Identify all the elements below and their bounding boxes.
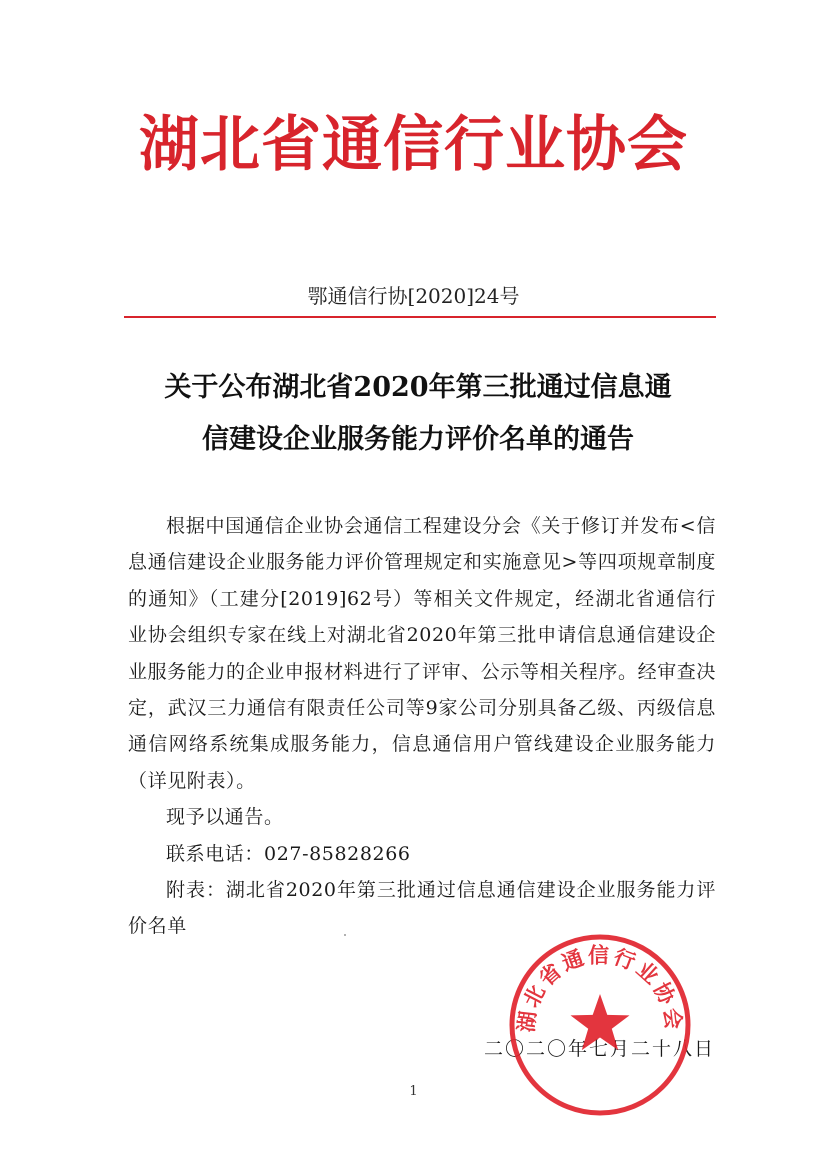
title-line-1: 关于公布湖北省2020年第三批通过信息通 — [164, 372, 672, 403]
page-number: 1 — [409, 1084, 418, 1099]
document-number: 鄂通信行协[2020]24号 — [307, 284, 520, 308]
issue-date: 二〇二〇年七月二十八日 — [484, 1038, 716, 1060]
document-body — [128, 508, 716, 945]
scan-speck — [344, 934, 346, 936]
document-title — [118, 362, 718, 466]
seal-star — [571, 994, 630, 1050]
attachment-note: 附表：湖北省2020年第三批通过信息通信建设企业服务能力评价名单 — [128, 879, 716, 938]
title-line-2: 信建设企业服务能力评价名单的通告 — [202, 424, 634, 455]
official-seal-icon — [505, 930, 695, 1120]
contact-phone: 联系电话：027-85828266 — [166, 842, 411, 865]
organization-name: 湖北省通信行业协会 — [139, 110, 688, 180]
body-paragraph-main: 根据中国通信企业协会通信工程建设分会《关于修订并发布<信息通信建设企业服务能力评价管理规定和实施意见>等四项规章制度的通知》（工建分[2019]62号）等相关文件规定，经湖北省通信行业协会组织专家在线上对湖北省2020年第三批申请信息通信建设企业服务能力的企业申报材料进行了评审、公示等相关程序。经审查决定，武汉三力通信有限责任公司等9家公司分别具备乙级、丙级信息通信网络系统集成服务能力，信息通信用户管线建设企业服务能力（详见附表）。 — [128, 515, 717, 792]
body-paragraph-announce: 现予以通告。 — [166, 806, 284, 829]
seal-text: 湖北省通信行业协会 — [514, 943, 686, 1034]
red-divider — [124, 316, 716, 318]
